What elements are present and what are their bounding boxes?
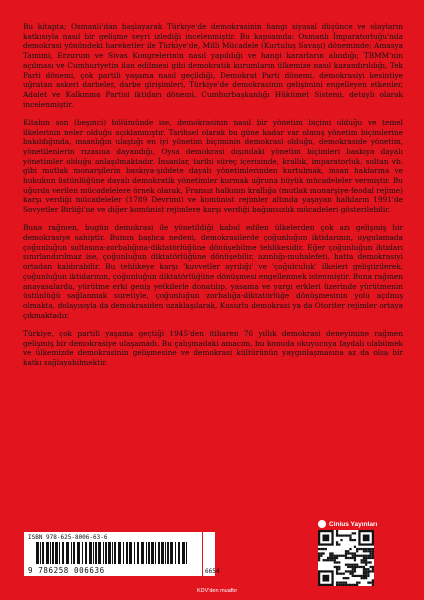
barcode-bar: [167, 542, 169, 564]
qr-module: [370, 555, 372, 557]
qr-module: [361, 559, 363, 561]
qr-module: [320, 548, 322, 550]
qr-module: [336, 570, 338, 572]
qr-module: [336, 568, 338, 570]
blurb-paragraph-4: Türkiye, çok partili yaşama geçtiği 1945'den itibaren 76 yıllık demokrasi deneyimine rağmen gelişmiş bir demokrasiye ulaşamadı. Bu çalışmadaki amacım, bu konuda okuyucuya faydalı olabilmek ve ülkemizde demokrasinin gelişmesine ve demokrasi kültürünün yaygınlaşmasına az da olsa bir katkı sağlayabilmektir.: [23, 328, 403, 367]
barcode-bar: [112, 542, 113, 564]
barcode-bar: [77, 542, 80, 564]
qr-module: [318, 559, 320, 561]
barcode-bar: [108, 542, 111, 564]
barcode-bar: [148, 542, 150, 564]
barcode-bar: [146, 542, 147, 564]
barcode-bar: [71, 542, 72, 564]
qr-module: [352, 555, 354, 557]
qr-module: [354, 575, 356, 577]
qr-module: [361, 566, 363, 568]
barcode-bar: [175, 542, 176, 564]
qr-module: [361, 548, 363, 550]
qr-module: [329, 552, 331, 554]
qr-module: [363, 561, 365, 563]
qr-module: [338, 584, 340, 586]
barcode-bar: [178, 542, 180, 564]
qr-module: [349, 539, 351, 541]
qr-module: [372, 568, 374, 570]
qr-module: [367, 575, 369, 577]
qr-module: [322, 552, 324, 554]
qr-module: [345, 584, 347, 586]
qr-module: [361, 575, 363, 577]
qr-module: [354, 552, 356, 554]
qr-module: [340, 534, 342, 536]
qr-module: [367, 561, 369, 563]
qr-module: [363, 550, 365, 552]
qr-module: [365, 548, 367, 550]
qr-module: [345, 577, 347, 579]
qr-module: [349, 537, 351, 539]
qr-module: [370, 552, 372, 554]
qr-module: [354, 584, 356, 586]
qr-module: [329, 555, 331, 557]
barcode-bar: [165, 542, 166, 564]
qr-module: [347, 552, 349, 554]
barcode-bar: [55, 542, 58, 564]
qr-module: [327, 557, 329, 559]
qr-module: [365, 577, 367, 579]
qr-module: [370, 548, 372, 550]
barcode-bar: [105, 542, 107, 564]
qr-module: [367, 568, 369, 570]
barcode-bar: [85, 542, 87, 564]
qr-module: [345, 534, 347, 536]
qr-module: [352, 573, 354, 575]
qr-module: [352, 557, 354, 559]
qr-module: [365, 550, 367, 552]
qr-module: [336, 532, 338, 534]
qr-module: [352, 532, 354, 534]
qr-module: [345, 570, 347, 572]
qr-module: [361, 561, 363, 563]
barcode-bar: [52, 542, 54, 564]
qr-module: [338, 555, 340, 557]
qr-module: [363, 570, 365, 572]
barcode-bar: [161, 542, 164, 564]
qr-module: [349, 552, 351, 554]
qr-module: [365, 568, 367, 570]
qr-module: [338, 561, 340, 563]
qr-module: [363, 548, 365, 550]
qr-module: [349, 566, 351, 568]
qr-module: [347, 577, 349, 579]
qr-module: [336, 530, 338, 532]
qr-module: [354, 539, 356, 541]
qr-module: [343, 573, 345, 575]
qr-module: [336, 543, 338, 545]
qr-finder: [363, 534, 370, 541]
qr-module: [367, 570, 369, 572]
publisher-logo: [318, 520, 377, 528]
qr-module: [345, 564, 347, 566]
qr-module: [358, 548, 360, 550]
qr-module: [336, 561, 338, 563]
qr-module: [370, 561, 372, 563]
qr-module: [370, 550, 372, 552]
qr-module: [365, 561, 367, 563]
qr-module: [352, 566, 354, 568]
barcode-bar: [137, 542, 139, 564]
qr-module: [334, 559, 336, 561]
qr-module: [345, 550, 347, 552]
qr-module: [354, 570, 356, 572]
qr-module: [327, 559, 329, 561]
qr-module: [358, 566, 360, 568]
qr-module: [340, 584, 342, 586]
qr-module: [329, 557, 331, 559]
qr-module: [372, 579, 374, 581]
qr-finder: [322, 575, 329, 582]
qr-module: [347, 550, 349, 552]
barcode-bar: [129, 542, 132, 564]
qr-module: [367, 557, 369, 559]
qr-module: [334, 555, 336, 557]
blurb-paragraph-3: Buna rağmen, bugün demokrasi ile yönetildiği kabul edilen ülkelerden çok azı gelişmiş bir demokrasiye sahiptir. Bunun başlıca nedeni, demokrasilerde çoğunluğun iktidarının, uygulamada çoğunluğun sultasına-zorbalığına-diktatörlüğüne dönüşebilme tehlikesidir. Eğer çoğunluğun iktidarı sınırlandırılmaz ise, çoğunluğun diktatörlüğüne dönüşebilir, azınlığı-muhalefeti, hatta demokrasiyi ortadan kaldırabilir. Bu tehlikeye karşı 'kuvvetler ayrılığı' ve 'çoğulculuk' ilkeleri geliştirilerek, çoğunluğun iktidarının, çoğunluğun diktatörlüğüne dönüşmesi engellenmek istenmiştir. Buna rağmen anayasalarda, yürütme erki geniş yetkilerle donatılıp, yasama ve yargı erkleri üzerinde yürütmenin üstünlüğü sağlanmak suretiyle, çoğunluğun zorbalığa-diktatörlüğe dönüşmesinin yolu açılmış olmakta, dolayısıyla da demokrasiden uzaklaşılarak, Kusurlu demokrasi ya da Otoriter rejimler ortaya çıkmaktadır.: [23, 223, 403, 320]
qr-module: [363, 575, 365, 577]
qr-module: [352, 575, 354, 577]
qr-module: [334, 557, 336, 559]
isbn-barcode: [24, 532, 202, 576]
qr-module: [365, 570, 367, 572]
qr-module: [329, 559, 331, 561]
qr-module: [320, 552, 322, 554]
price-barcode: [203, 532, 220, 576]
qr-module: [370, 582, 372, 584]
qr-module: [331, 559, 333, 561]
qr-module: [340, 582, 342, 584]
qr-module: [365, 557, 367, 559]
qr-module: [354, 555, 356, 557]
qr-module: [354, 568, 356, 570]
qr-module: [320, 555, 322, 557]
qr-module: [354, 566, 356, 568]
qr-module: [356, 575, 358, 577]
price-code: 6654: [205, 568, 220, 575]
qr-module: [365, 575, 367, 577]
barcode-bar: [93, 542, 94, 564]
qr-module: [331, 552, 333, 554]
qr-module: [343, 555, 345, 557]
qr-module: [331, 557, 333, 559]
qr-module: [356, 584, 358, 586]
qr-module: [361, 555, 363, 557]
qr-module: [338, 582, 340, 584]
qr-module: [349, 570, 351, 572]
qr-finder: [322, 534, 329, 541]
barcode-bars: [36, 542, 190, 564]
qr-module: [322, 559, 324, 561]
barcode-bar: [170, 542, 173, 564]
barcode-bar: [151, 542, 154, 564]
barcode-bar: [73, 542, 75, 564]
qr-module: [354, 564, 356, 566]
qr-module: [352, 568, 354, 570]
qr-module: [343, 582, 345, 584]
qr-module: [372, 557, 374, 559]
qr-module: [363, 568, 365, 570]
qr-module: [356, 550, 358, 552]
qr-module: [347, 584, 349, 586]
barcode-bar: [89, 542, 92, 564]
barcode-bar: [182, 542, 185, 564]
blurb-paragraph-1: Bu kitapta; Osmanlı'dan başlayarak Türkiye'de demokrasinin hangi siyasal düşünce ve olayların katkısıyla nasıl bir gelişme seyri izlediği incelenmiştir. Bu kapsamda: Osmanlı İmparatorluğu'nda demokrasi yönündeki hareketler ile Türkiye'de, Milli Mücadele (Kurtuluş Savaşı) döneminde; Amasya Tamimi, Erzurum ve Sivas Kongrelerinin nasıl yapıldığı ve hangi kararların alındığı; TBMM'nin açılması ve Cumhuriyetin ilan edilmesi gibi demokratik kurumların ülkemize nasıl kazandırıldığı, Tek Parti dönemi, çok partili yaşama nasıl geçildiği, Demokrat Parti dönemi, demokrasiyi kesintiye uğratan askeri darbeler, darbe girişimleri, Türkiye'de demokrasinin gelişimini engelleyen etkenler, Adalet ve Kalkınma Partisi iktidarı dönemi, Cumhurbaşkanlığı Hükümet Sistemi, detaylı olarak incelenmiştir.: [23, 22, 403, 109]
qr-module: [336, 573, 338, 575]
qr-module: [336, 584, 338, 586]
qr-module: [325, 559, 327, 561]
qr-module: [336, 534, 338, 536]
qr-module: [338, 573, 340, 575]
qr-module: [318, 557, 320, 559]
qr-module: [372, 555, 374, 557]
qr-module: [349, 548, 351, 550]
barcode-bar: [134, 542, 135, 564]
qr-module: [336, 582, 338, 584]
qr-module: [358, 555, 360, 557]
qr-module: [354, 557, 356, 559]
qr-module: [347, 557, 349, 559]
qr-module: [331, 555, 333, 557]
barcode-bar: [95, 542, 97, 564]
qr-module: [334, 561, 336, 563]
qr-module: [354, 546, 356, 548]
qr-module: [349, 584, 351, 586]
qr-module: [336, 566, 338, 568]
qr-module: [365, 564, 367, 566]
qr-module: [363, 559, 365, 561]
qr-module: [370, 557, 372, 559]
barcode-bar: [141, 542, 144, 564]
qr-module: [340, 573, 342, 575]
qr-module: [349, 557, 351, 559]
qr-module: [349, 564, 351, 566]
barcode-bar: [36, 542, 39, 564]
qr-module: [349, 534, 351, 536]
qr-module: [372, 570, 374, 572]
qr-module: [356, 548, 358, 550]
qr-module: [356, 564, 358, 566]
qr-module: [363, 577, 365, 579]
qr-module: [343, 534, 345, 536]
qr-module: [356, 582, 358, 584]
qr-module: [325, 548, 327, 550]
qr-module: [338, 534, 340, 536]
qr-module: [343, 577, 345, 579]
qr-module: [372, 548, 374, 550]
qr-module: [347, 566, 349, 568]
qr-module: [358, 582, 360, 584]
qr-module: [361, 577, 363, 579]
qr-module: [336, 555, 338, 557]
qr-module: [363, 573, 365, 575]
qr-code: [318, 530, 374, 586]
barcode-bar: [114, 542, 116, 564]
qr-module: [345, 557, 347, 559]
qr-module: [363, 555, 365, 557]
qr-module: [334, 566, 336, 568]
qr-module: [367, 582, 369, 584]
barcode-bar: [155, 542, 156, 564]
barcode-bar: [103, 542, 104, 564]
barcode-bar: [42, 542, 44, 564]
qr-module: [338, 568, 340, 570]
qr-module: [365, 559, 367, 561]
qr-module: [363, 557, 365, 559]
qr-module: [365, 555, 367, 557]
qr-module: [343, 584, 345, 586]
qr-module: [347, 564, 349, 566]
qr-module: [370, 570, 372, 572]
qr-module: [322, 548, 324, 550]
barcode-bar: [50, 542, 51, 564]
qr-module: [372, 566, 374, 568]
qr-module: [356, 566, 358, 568]
qr-module: [367, 555, 369, 557]
qr-module: [363, 566, 365, 568]
qr-module: [345, 582, 347, 584]
qr-module: [345, 552, 347, 554]
qr-module: [352, 570, 354, 572]
qr-module: [372, 552, 374, 554]
qr-module: [336, 541, 338, 543]
qr-module: [347, 534, 349, 536]
qr-module: [354, 532, 356, 534]
qr-module: [318, 548, 320, 550]
barcode-bar: [46, 542, 49, 564]
qr-module: [356, 555, 358, 557]
publisher-logo-icon: [318, 520, 326, 528]
qr-code-icon: [318, 530, 374, 586]
publisher-name: Cinius Yayınları: [329, 520, 378, 528]
barcode-bar: [82, 542, 83, 564]
kdv-label: KDV'den muaftır: [197, 588, 238, 594]
barcode-bar: [186, 542, 187, 564]
barcode-bar: [62, 542, 64, 564]
qr-module: [354, 559, 356, 561]
barcode-bar: [40, 542, 41, 564]
qr-module: [372, 582, 374, 584]
qr-module: [318, 552, 320, 554]
qr-module: [352, 539, 354, 541]
barcode-bar: [158, 542, 160, 564]
blurb-text: [23, 22, 403, 376]
qr-module: [372, 584, 374, 586]
barcode-bar: [118, 542, 121, 564]
qr-module: [340, 555, 342, 557]
barcode-bar: [98, 542, 101, 564]
barcode-bar: [59, 542, 60, 564]
qr-module: [318, 555, 320, 557]
isbn-label: ISBN 978-625-8006-63-6: [28, 534, 108, 541]
barcode-bar: [66, 542, 69, 564]
qr-module: [338, 543, 340, 545]
qr-module: [340, 539, 342, 541]
ean-digits: 9 786258 006636: [28, 566, 105, 575]
qr-module: [336, 557, 338, 559]
qr-module: [367, 573, 369, 575]
qr-module: [352, 564, 354, 566]
qr-module: [367, 548, 369, 550]
blurb-paragraph-2: Kitabın son (beşinci) bölümünde ise, demokrasinin nasıl bir yönetim biçimi olduğu ve temel ilkelerinin neler olduğu açıklanmıştır. Tarihsel olarak bu güne kadar var olmuş yönetim biçimlerine bakıldığında, insanlığın ulaştığı en iyi yönetim biçiminin demokrasi olduğu, demokraside yönetim, yönetilenlerin rızasına dayandığı, Oysa demokrasi dışındaki yönetim biçimleri baskıya dayalı yönetimler olduğu anlaşılmaktadır. İnsanlar, tarihi süreç içerisinde, krallık, imparatorluk, sultan vb. gibi mutlak monarşilerin baskıya-şiddete dayalı yönetimlerinden kurtulmak, insan haklarına ve hukukun üstünlüğüne dayalı demokratik yönetimler kurmak uğruna büyük mücadeleler vermiştir. Bu uğurda verilen mücadelelere örnek olarak, Fransız halkının krallığa (mutlak monarşiye-feodal rejime) karşı verdiği mücadeleler (1789 Devrimi) ve komünist rejimler altında yaşayan halkların 1991'de Sovyetler Birliği'ne ve diğer komünist rejimlere karşı verdiği bağımsızlık mücadeleri gösterilebilir.: [23, 117, 403, 215]
qr-module: [349, 573, 351, 575]
barcode-bar: [126, 542, 128, 564]
qr-module: [372, 550, 374, 552]
barcode-bar: [123, 542, 124, 564]
qr-module: [358, 575, 360, 577]
qr-module: [338, 566, 340, 568]
qr-module: [367, 550, 369, 552]
qr-module: [365, 573, 367, 575]
qr-module: [345, 555, 347, 557]
qr-module: [370, 566, 372, 568]
qr-module: [352, 552, 354, 554]
qr-module: [352, 584, 354, 586]
qr-module: [347, 570, 349, 572]
